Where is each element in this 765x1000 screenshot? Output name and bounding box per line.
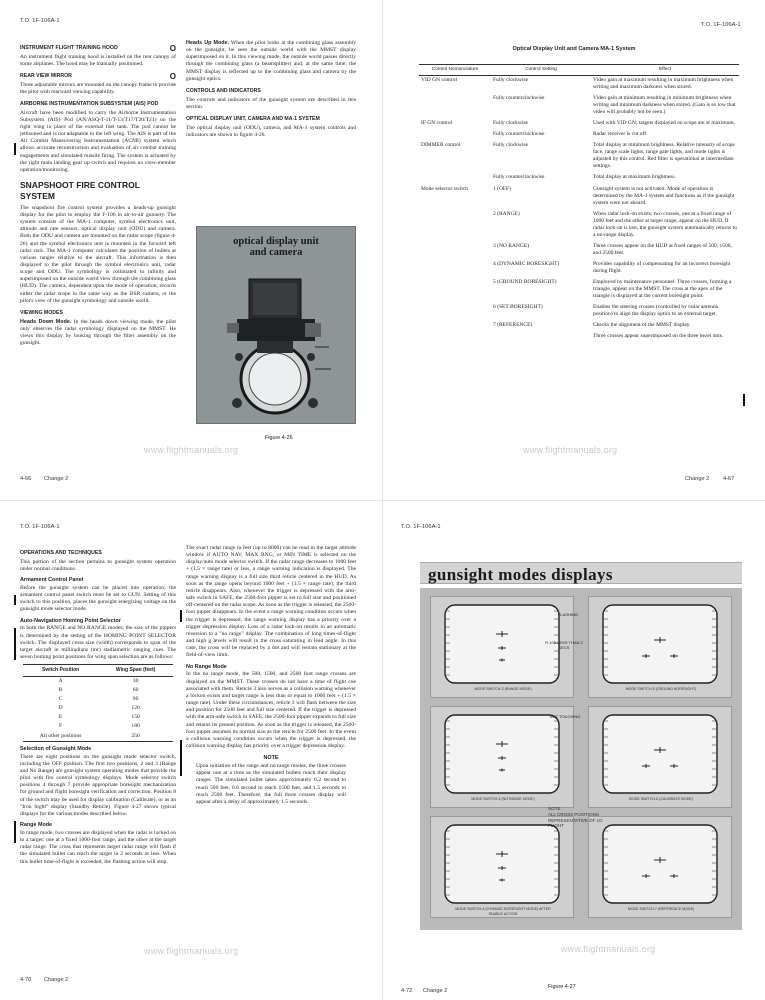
table-row (419, 210, 739, 242)
panel-caption: MODE SWITCH-5 (GROUND BORESIGHT) (625, 687, 697, 691)
section-heading-text: OPERATIONS AND TECHNIQUES (20, 550, 102, 556)
cell-effect: Three crosses appear on the HUD at fixed ranges of 500, 1500, and 2500 feet. (593, 242, 732, 256)
column-header-effect: Effect (591, 65, 739, 76)
column-header: Wing Span (feet) (98, 665, 173, 676)
scope-display-panel (588, 706, 732, 808)
change-bar (14, 628, 16, 660)
photo-title-line2: and camera (249, 247, 303, 259)
paragraph: In both the RANGE and NO RANGE modes, the size of the pippers is determined by the setting of the HOMING POINT SELECTOR switch. The displayed cross size (width) corresponds to span of the target aircraft in milliradians (mr) stadiametric ranging cues. The seven homing point positions for wing span selection are as follows: (20, 625, 176, 661)
cell-effect: When radar lock-on exists, two crosses, one at a fixed range of 1000 feet and the other at target range, appear on the HUD. If radar lock-on is lost, the gunsight system automatically returns to a no-range display. (593, 210, 737, 238)
table-cell: B (58, 686, 63, 693)
right-column (186, 545, 356, 806)
paragraph: Three adjustable mirrors are mounted on the canopy frame to provide the pilot with rearward viewing capability. (20, 81, 176, 95)
page-number: 4-72 (401, 988, 413, 994)
cell-setting: 1 (OFF) (493, 185, 511, 192)
table-row (23, 686, 173, 695)
scope-face (589, 817, 731, 917)
cell-setting: Fully counterclockwise (493, 174, 545, 181)
subheading: Auto-Navigation Homing Point Selector (20, 617, 121, 624)
cell-setting: Fully counterclockwise (493, 131, 545, 138)
applicability-code: O (169, 44, 176, 53)
cell-setting: 3 (NO RANGE) (493, 242, 530, 249)
table-cell: 30 (132, 677, 139, 684)
paragraph: In the no range mode, the 500, 1500, and 2500 foot range crosses are displayed on the MMST. These crosses do not have a time of flight cue associated with them. Reticle 3 also serves as a collision warning whenever a lockon exists and target range is less than or equal to 1000 feet + (1.5 × range rate). Under these circumstances, reticle 3 will flash between the size and position for 2500 feet and full size centered. If the trigger is depressed with the arm-safe switch in SAFE, the 2500-foot pipper expands to full size and retains its present position. As soon as the trigger is released, the 2500-foot pipper assumes its normal size as the reticle for 2500 feet. In the event a collision warning condition occurs when the trigger is depressed, the collision warning display has priority over a trigger depression display. (186, 671, 356, 749)
section-heading (20, 550, 176, 557)
paragraph: In range mode, two crosses are displayed when the radar is locked on to a target: one at a fixed 1000-foot range, and the other at the target radar range. The cross that represents target radar range will flash if the simulated bullet can reach the target in 2 seconds or less. When this bullet time-of-flight is exceeded, the flashing action will stop. (20, 829, 176, 865)
callout-not-touching: NOT TOUCHING (549, 714, 581, 719)
section-heading-text: OPTICAL DISPLAY UNIT, CAMERA AND MA-1 SYSTEM (186, 115, 320, 122)
scope-face (589, 707, 731, 807)
change-bar (14, 595, 16, 605)
scope-face (589, 597, 731, 697)
figure-caption: Figure 4-26 (265, 435, 293, 441)
figure-note-title: NOTE (548, 806, 561, 811)
change-label: Change 2 (423, 988, 448, 994)
odu-controls-table (419, 64, 739, 343)
table-row (419, 185, 739, 210)
change-label: Change 2 (44, 476, 69, 482)
watermark: www.flightmanuals.org (523, 445, 618, 455)
paragraph: Aircraft have been modified to carry the Airborne Instrumentation Subsystem (AIS) Pod (AN/ASQ-T-11/T-13/T17/T20/T21) on the right wing in place of the external fuel tank. The pod cannot be jettisoned and is not adaptable to the left wing. The AIS is part of the Air Combat Maneuvering Instrumentation (ACMI) system which allows accurate reconstruction and evaluation of air combat training engagements and simulated missile firing. The system is actuated by the right main landing gear up switch and requires no crew-member operation/monitoring. (20, 109, 176, 173)
paragraph: The optical display unit (ODU), camera, and MA-1 system controls and indicators are shown in figure 4-26. (186, 124, 356, 138)
cell-effect: Video gain at minimum resulting in minimum brightness when writing and minimum darkness when stored. (Gain is so low that video will probably not be seen.) (593, 95, 736, 116)
subheading: Range Mode (20, 821, 53, 828)
cell-control (419, 210, 491, 242)
cell-control (419, 303, 491, 321)
table-row (23, 722, 173, 731)
paragraph: The snapshoot fire control system provides a heads-up gunsight display for the pilot to employ the F-106 in air-to-air gunnery. The system consists of the MA-1 computer, symbol electronics unit, attitude and rate sensors, optical display unit (ODU) and camera. Both the ODU and camera are mounted on the radar scope (figure 4-26) and the symbol electronics unit is mounted in the forward left radar rack. The MA-1 computer calculates the position of bullets at various ranges relative to the aircraft. This information is then displayed to the pilot through the symbol electronics unit, radar scope and ODU. The symbology is collimated to infinity and superimposed on the outside world view through the combining glass (HUD). The camera, dependent upon the mode of operation, records either the radar scope in the same way as the DSR camera, or the pilot's view of the gunsight symbology and outside world. (20, 204, 176, 304)
subheading: No Range Mode (186, 663, 227, 670)
manual-page-4-66 (0, 0, 382, 500)
change-bar (14, 821, 16, 843)
change-bar (14, 143, 16, 155)
watermark: www.flightmanuals.org (144, 946, 239, 956)
panel-caption: MODE SWITCH-7 (REFERENCE MODE) (627, 907, 695, 911)
manual-page-4-70 (0, 500, 382, 1000)
cell-control (419, 130, 491, 141)
section-heading (20, 45, 176, 52)
section-heading-text: REAR VIEW MIRROR (20, 72, 72, 79)
cell-control: IF GN control (421, 120, 453, 127)
cell-effect: Video gain at maximum resulting in maximum brightness when writing and maximum darkness when stored. (593, 77, 734, 91)
cell-control: Mode selector switch (421, 185, 469, 192)
cell-effect: Gunsight system is not activated. Mode of operation is determined by the MA-1 system and functions as if the gunsight system were not aboard. (593, 185, 735, 206)
cell-setting: 5 (GROUND BORESIGHT) (493, 278, 557, 285)
section-heading (186, 88, 356, 95)
change-bar (180, 740, 182, 776)
left-column (20, 40, 176, 350)
scope-display-panel (588, 596, 732, 698)
paragraph: This portion of the section pertains to gunsight system operation under normal conditions. (20, 558, 176, 572)
page-header: T.O. 1F-106A-1 (20, 18, 60, 24)
subheading: Armament Control Panel (20, 576, 84, 583)
cell-effect: Three crosses appear superimposed on the three bezel dots. (593, 333, 724, 340)
applicability-code: O (169, 71, 176, 81)
note-text: Upon initiation of the range and no range modes, the three crosses appear one at a time as the simulated bullets reach their display ranges. The simulated bullet takes approximately 0.2 second to reach 500 feet, 0.6 second to reach 1500 feet, and 1.5 seconds to reach 2500 feet. Therefore, the full three crosses display will appear after a delay of approximately 1.5 seconds. (196, 763, 346, 805)
odu-camera-illustration (197, 227, 355, 423)
paragraph: Before the gunsight system can be placed into operation, the armament control panel switch must be set to GUN. Setting of this switch to this position, places the gunsight energizing voltage on the gunsight mode selector mode. (20, 584, 176, 613)
table-cell: 90 (132, 695, 139, 702)
section-heading (20, 73, 176, 80)
figure-caption: Figure 4-27 (548, 984, 576, 990)
cell-setting: Fully counterclockwise (493, 95, 545, 102)
table-row (419, 94, 739, 119)
panel-caption: MODE SWITCH-6 (CALIBRATE MODE) (628, 797, 694, 801)
cell-setting: Fully clockwise (493, 77, 528, 84)
table-row (419, 119, 739, 130)
change-bar (743, 394, 745, 406)
figure-note (548, 806, 618, 829)
table-cell: E (58, 714, 63, 721)
page-number: 4-67 (723, 476, 735, 482)
paragraph-text: When the pilot looks at the combining glass assembly on the gunsight, he sees the outside world with the MMST display superimposed on it. In this viewing mode, the outside world passes directly through the combining glass (a beamsplitter) and, at the same time, the MMST display is reflected up to the combining glass and camera by the gunsight optics. (186, 40, 356, 82)
scope-display-panel (430, 816, 574, 918)
table-row (419, 321, 739, 332)
table-cell: 180 (131, 723, 140, 730)
table-cell: F (59, 723, 63, 730)
paragraph (20, 319, 176, 348)
section-heading (186, 116, 356, 123)
cell-setting: 6 (SET BORESIGHT) (493, 303, 543, 310)
cell-effect: Radar receiver is cut off. (593, 131, 648, 138)
panel-caption: MODE SWITCH-4 (DYNAMIC BORESIGHT MODE) AFTER ENABLE ACTION (455, 907, 551, 916)
right-column (186, 40, 356, 142)
table-cell: 120 (131, 705, 140, 712)
cell-effect: Checks the alignment of the MMST display. (593, 322, 691, 328)
table-row (419, 141, 739, 173)
section-heading-text: VIEWING MODES (20, 309, 63, 316)
change-label: Change 2 (685, 476, 710, 482)
figure-note-text: ALL CROSS POSITIONS REPRESENTATIVE OF 1G FLIGHT (548, 811, 603, 829)
table-cell: 250 (98, 732, 173, 742)
table-cell: 60 (132, 686, 139, 693)
odu-camera-photo (196, 226, 356, 424)
paragraph-lead: Heads Up Mode. (186, 40, 230, 46)
photo-title-line1: optical display unit (233, 236, 319, 247)
cell-effect: Used with VID GN; targets displayed on scope are at maximum. (593, 120, 736, 127)
manual-page-4-72 (383, 500, 765, 1000)
cell-control: VID GN control (421, 77, 458, 84)
paragraph: The controls and indicators of the gunsight system are described in this section. (186, 96, 356, 110)
page-number: 4-66 (20, 476, 32, 482)
figure-banner-title: gunsight modes displays (428, 565, 613, 584)
section-heading (20, 310, 176, 317)
table-row (419, 242, 739, 260)
table-cell: All other positions (23, 732, 98, 742)
page-header: T.O. 1F-106A-1 (401, 524, 441, 530)
left-column (20, 545, 176, 869)
table-cell: D (58, 705, 63, 712)
table-cell: A (58, 677, 63, 684)
section-heading-text: INSTRUMENT FLIGHT TRAINING HOOD (20, 45, 118, 51)
figure-banner (420, 562, 742, 584)
paragraph: There are eight positions on the gunsight mode selector switch, including the OFF position. The first two positions, 2 and 3 (Range and No Range) are gunsight system operating modes that provide the pilot with fire control symbology displays. Mode selector switch positions 4 through 7 provide appropriate boresight mechanization for ground and flight boresight verification and correction. Position 8 of the switch may be used for display calibration (Calibrate), or as an "Iron Sight" display (Standby Reticle). Figure 4-27 shows typical displays for the various modes described below. (20, 753, 176, 817)
cell-setting: Fully clockwise (493, 142, 528, 149)
cell-control (419, 278, 491, 303)
page-header: T.O. 1F-106A-1 (701, 22, 741, 28)
section-heading-text: CONTROLS AND INDICATORS (186, 87, 261, 94)
note-heading: NOTE (263, 755, 279, 762)
cell-setting: 7 (REFERENCE) (493, 322, 533, 328)
manual-page-4-67 (383, 0, 765, 500)
watermark: www.flightmanuals.org (144, 445, 239, 455)
scope-display-panel (588, 816, 732, 918)
cell-control: DIMMER control (421, 142, 461, 149)
section-heading (20, 101, 176, 108)
table-row (23, 695, 173, 704)
table-row (419, 76, 739, 95)
cell-effect: Total display at minimum brightness. Relative intensity of scope face, range scale lights, range gate lights, and mode lights is adjusted by this control. Red filter is operational at intermediate settings. (593, 142, 735, 170)
cell-setting: 2 (RANGE) (493, 210, 520, 217)
cell-control (419, 321, 491, 332)
table-row (419, 278, 739, 303)
page-divider (0, 500, 765, 501)
change-bar (180, 610, 182, 622)
table-row (419, 130, 739, 141)
scope-face (431, 707, 573, 807)
change-label: Change 2 (44, 977, 69, 983)
callout-flashing: FLASHING (557, 612, 578, 617)
subheading: Selection of Gunsight Mode (20, 745, 92, 752)
cell-effect: Employed by maintenance personnel. Three crosses, forming a triangle, appear on the MMST. The cross at the apex of the triangle is displayed at the current boresight point. (593, 278, 732, 299)
column-header-setting: Control Setting (491, 65, 591, 76)
panel-caption: MODE SWITCH-3 (NO RANGE MODE) (471, 797, 535, 801)
column-header-control: Control Nomenclature (419, 65, 491, 76)
paragraph-lead: Heads Down Mode. (20, 318, 72, 325)
cell-effect: Enables the steering crosses (controlled by radar antenna position) to align the display optics to an external target. (593, 303, 719, 317)
section-heading-text: AIRBORNE INSTRUMENTATION SUBSYSTEM (AIS) POD (20, 100, 159, 107)
cell-effect: Provides capability of compensating for an incorrect boresight during flight. (593, 260, 731, 274)
table-cell: 150 (131, 714, 140, 721)
paragraph: An instrument flight training hood is installed on the rear canopy of some airplanes. The hood may be manually positioned. (20, 53, 176, 67)
table-row (23, 676, 173, 686)
table-row (23, 704, 173, 713)
scope-display-panel (430, 706, 574, 808)
cell-setting (491, 332, 591, 343)
panel-caption: MODE SWITCH-2 (RANGE MODE) (474, 687, 532, 691)
cell-control (419, 332, 491, 343)
table-cell: C (58, 695, 63, 702)
column-header: Switch Position (23, 665, 98, 676)
cell-control (419, 242, 491, 260)
cell-setting: 4 (DYNAMIC BORESIGHT) (493, 260, 560, 267)
major-heading: SNAPSHOOT FIRE CONTROL SYSTEM (20, 180, 140, 201)
table-row (419, 260, 739, 278)
page-header: T.O. 1F-106A-1 (20, 524, 60, 530)
cell-control (419, 173, 491, 184)
table-row (419, 303, 739, 321)
paragraph-text: In the heads down viewing mode, the pilot only observes the radar symbology displayed on the MMST. He views this display by looking through the filter assembly on the gunsight. (20, 318, 176, 347)
scope-face (431, 817, 573, 917)
cell-control (419, 260, 491, 278)
paragraph: The exact radar range in feet (up to 8000) can be read in the target altitude window if AUTO NAV, MAX RNG, or MIN TIME is selected on the display/auto mode selector switch. If the radar range decreases to 1000 feet + (1.5 × range rate) or less, a range warning indication is displayed. The range warning display is a full size third reticle centered in the HUD. As soon as the range opens beyond 1000 feet + (1.5 × range rate), the third reticle disappears. Also, whenever the trigger is depressed with the arm-safe switch in SAFE, the 2500-foot pipper is set to full size and positioned off-centered on the radar scope. As soon as the trigger is released, the 2500-foot pipper disappears. In the event a range warning condition occurs when the trigger is depressed, the range warning display has a priority over a trigger depression display. Loss of a radar lock-on results in an automatic reversion to a "no range" display. The combination of long times-of-flight and high g levels will result in the cross saturating in lead angle. In this case, the cross will be replaced by a dot and will remain stationary at the field-of-view limit. (186, 545, 356, 659)
cell-setting: Fully clockwise (493, 120, 528, 127)
watermark: www.flightmanuals.org (561, 944, 656, 954)
page-number: 4-70 (20, 977, 32, 983)
table-row (23, 713, 173, 722)
cell-control (419, 94, 491, 119)
table-title: Optical Display Unit and Camera MA-1 System (512, 46, 636, 52)
table-row (419, 173, 739, 184)
wing-span-table (23, 664, 173, 741)
cell-effect: Total display at maximum brightness. (593, 174, 676, 181)
table-row (419, 332, 739, 343)
callout-range: R 100-LESS THAN 2 SECS (545, 640, 583, 651)
table-row (23, 732, 173, 742)
paragraph (186, 40, 356, 83)
